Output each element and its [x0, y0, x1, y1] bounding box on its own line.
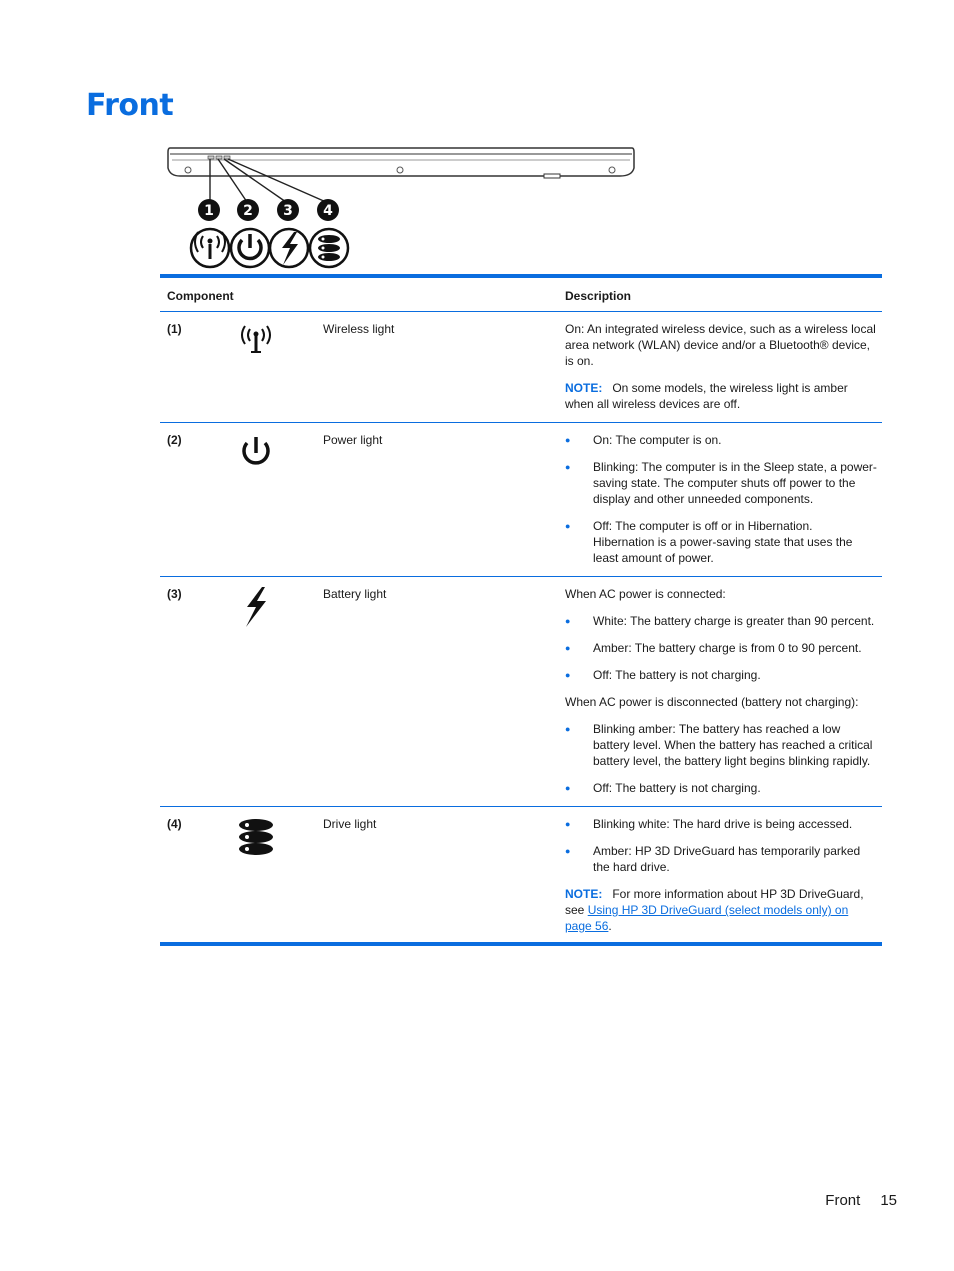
description-text: When AC power is connected: — [565, 587, 726, 601]
laptop-body — [168, 148, 634, 176]
callout-2 — [237, 199, 259, 221]
power-icon — [238, 433, 274, 473]
table-bottom-rule — [160, 942, 882, 946]
driveguard-link[interactable]: Using HP 3D DriveGuard (select models only) on page 56 — [565, 903, 849, 933]
header-component: Component — [167, 289, 234, 303]
note-label: NOTE: — [565, 887, 603, 901]
svg-text:3: 3 — [283, 203, 293, 219]
component-name: Wireless light — [323, 322, 395, 336]
wireless-icon — [191, 229, 229, 267]
row-number: (1) — [167, 322, 182, 336]
component-description — [565, 312, 877, 422]
bullet-item: ● White: The battery charge is greater than 90 percent. — [565, 613, 877, 629]
description-text: On: An integrated wireless device, such as a wireless local area network (WLAN) device and/or a Bluetooth® device, is on. — [565, 322, 876, 368]
note-text: For more information about HP 3D DriveGuard, see — [565, 887, 864, 917]
page-number: 15 — [880, 1192, 897, 1209]
component-description — [565, 577, 877, 806]
component-description — [565, 807, 877, 942]
row-number: (2) — [167, 433, 182, 447]
note-label: NOTE: — [565, 381, 603, 395]
note-text-end: . — [608, 919, 612, 933]
battery-icon — [238, 587, 274, 627]
svg-text:1: 1 — [204, 203, 214, 219]
bullet-item: ● Blinking amber: The battery has reached a low battery level. When the battery has reached a critical battery level, the battery light begins blinking rapidly. — [565, 721, 877, 769]
footer-section: Front — [825, 1192, 861, 1209]
note — [565, 380, 877, 412]
component-name: Power light — [323, 433, 383, 447]
component-name: Drive light — [323, 817, 377, 831]
svg-text:2: 2 — [243, 203, 253, 219]
table-row — [160, 577, 882, 807]
svg-text:4: 4 — [323, 203, 333, 219]
page-footer — [825, 1192, 897, 1209]
table-row — [160, 423, 882, 577]
drive-icon — [238, 817, 274, 857]
row-number: (4) — [167, 817, 182, 831]
bullet-item: ● Blinking: The computer is in the Sleep state, a power-saving state. The computer shuts off power to the display and other unneeded components. — [565, 459, 877, 507]
bullet-item: ● Off: The battery is not charging. — [565, 780, 877, 796]
bullet-item: ● Blinking white: The hard drive is being accessed. — [565, 816, 877, 832]
bullet-item: ● On: The computer is on. — [565, 432, 877, 448]
bullet-item: ● Off: The computer is off or in Hibernation. Hibernation is a power-saving state that uses the least amount of power. — [565, 518, 877, 566]
battery-icon — [270, 229, 308, 267]
header-description: Description — [565, 289, 632, 303]
table-header — [160, 278, 882, 312]
drive-icon — [310, 229, 348, 267]
table-row — [160, 807, 882, 942]
bullet-item: ● Amber: The battery charge is from 0 to 90 percent. — [565, 640, 877, 656]
callout-3 — [277, 199, 299, 221]
row-number: (3) — [167, 587, 182, 601]
wireless-icon — [238, 322, 274, 362]
component-description — [565, 423, 877, 576]
power-icon — [231, 229, 269, 267]
description-text: When AC power is disconnected (battery not charging): — [565, 695, 859, 709]
laptop-front-illustration — [164, 140, 638, 272]
callout-1 — [198, 199, 220, 221]
note — [565, 886, 877, 934]
component-table — [160, 274, 882, 946]
bullet-item: ● Off: The battery is not charging. — [565, 667, 877, 683]
table-row — [160, 312, 882, 423]
note-text: On some models, the wireless light is amber when all wireless devices are off. — [565, 381, 848, 411]
bullet-item: ● Amber: HP 3D DriveGuard has temporarily parked the hard drive. — [565, 843, 877, 875]
callout-4 — [317, 199, 339, 221]
component-name: Battery light — [323, 587, 387, 601]
page-title: Front — [86, 88, 174, 123]
